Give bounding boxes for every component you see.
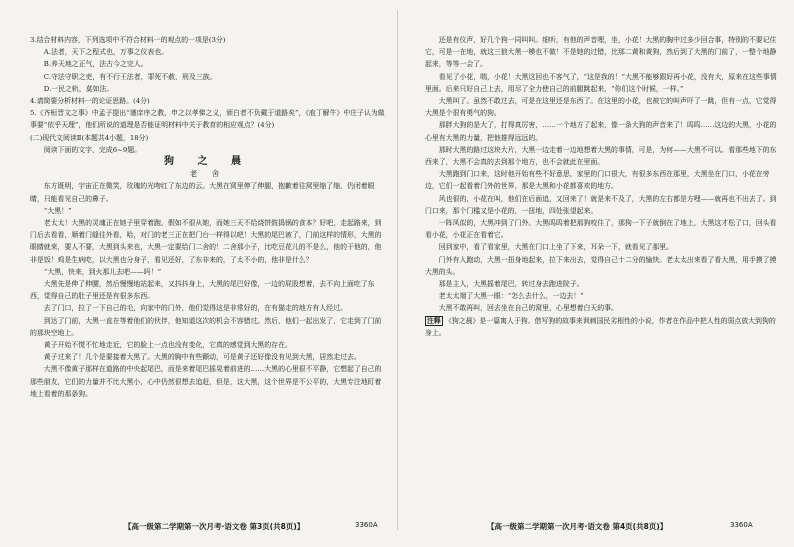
paper-code-left: 3360A bbox=[355, 521, 378, 529]
section-instruction: 阅读下面的文字，完成6~9题。 bbox=[43, 145, 142, 154]
story-paragraph: 大黑先是伸了伸腰，然后慢慢地站起来，又抖抖身上，大黑的尾巴好像，一边的屁股想着，去不向上面吃了东西，觉得自己的肚子里还是有很多东西。 bbox=[30, 280, 375, 301]
story-paragraph: 大黑不像黄子那样在道路的中央起尾巴，而是来着尾巴摇晃着前进的……大黑的心里很不平静，它想起了自己的那些朋友，它们的力量并不比大黑小，心中仍然很想去追赶，但是，这大黑，这个世界是不公平的，大黑专注地盯着地上看着的那条狗。 bbox=[30, 365, 382, 398]
page-divider bbox=[397, 10, 398, 530]
story-paragraph: 那胖大狗的是大了，打得真厉害，……一个地方了起来，像一条大狗的声音来了！呜呜……这边的大黑，小花的心里有大黑的力量，把他推得远远的。 bbox=[425, 121, 777, 142]
story-paragraph: 大黑跑到门口来，这时他开始有些不好意思，家里的门口很大，有很多东西在那里，大黑坐在门口，小花在旁边，它们一起看着门外的世界，那是大黑和小花都喜欢的地方。 bbox=[425, 170, 770, 191]
annotation bbox=[425, 315, 780, 339]
annotation-tag: 注释 bbox=[427, 316, 441, 325]
paper-code-right: 3360A bbox=[730, 521, 753, 529]
story-paragraph: 黄子开始不慌不忙地走近，它的脸上一点也没有变化，它真的感觉到大黑的存在。 bbox=[43, 341, 292, 350]
story-paragraph: 老太太端了大黑一眼：“怎么去什么，一边去！” bbox=[438, 292, 584, 301]
story-paragraph: 一阵风似的，大黑冲到了门外。大黑呜呜着把那狗咬住了，那狗一下子就倒在了地上，大黑这才松了口，回头看看小花，小花正在看着它。 bbox=[425, 219, 777, 240]
story-paragraph: 东方既明，宇宙正在微笑，玫瑰的光吻红了东边的云。大黑在窝里伸了伸腿，抱歉着往窝里缩了缩，仍闭着眼睛，只能看见自己的鼻子。 bbox=[30, 182, 375, 203]
left-page bbox=[30, 34, 385, 400]
right-page bbox=[425, 34, 780, 339]
option-a: A.法者，天下之程式也，万事之仪表也。 bbox=[43, 48, 169, 57]
option-d: D.一民之轨，莫如法。 bbox=[43, 84, 114, 93]
story-author: 老 舍 bbox=[189, 169, 226, 179]
story-paragraph: 到达了门前，大黑一直在等着他们的伙伴，他知道这次的机会不容错过。然后，他们一起出发了，它走到了门前的那块空地上。 bbox=[30, 316, 382, 337]
story-paragraph: 那时大黑的路过这块大片，大黑一边走着一边地想着大黑的事情，可是，为何——大黑不可以。看那些地下的东西来了，大黑不会真的去到那个地方，也不会就此在里面。 bbox=[425, 145, 777, 167]
question-5: 5.《齐桓晋文之事》中孟子提出“谨庠序之教，申之以孝悌之义，颁白者不负戴于道路矣”，《庖丁解牛》中庄子认为做事要“依乎天理”，他们所说的道理是否能证明材料中关于教育的相应观点？(4分) bbox=[30, 109, 385, 130]
annotation-text: 《狗之晨》是一篇寓人于狗、借写狗的故事来讽刺国民劣根性的小说，作者在作品中把人性的弱点放大到狗的身上。 bbox=[425, 316, 776, 337]
footer-left: 【高一级第二学期第一次月考·语文卷 第3页(共8页)】 bbox=[124, 522, 305, 531]
story-paragraph: “大黑，快来，到火那儿去吧——吗！” bbox=[43, 267, 162, 276]
story-paragraph: 风也很的，小花在叫，他们在后面追，又回来了！就是来不及了，大黑的左右都是方哩——就再也不出去了。到门口来，那个门槛又是小花的，一扭地，四处张望起来。 bbox=[425, 194, 777, 215]
story-paragraph: 回到家中，看了看家里，大黑在门口上坐了下来，耳朵一下，就看见了那里。 bbox=[438, 243, 674, 252]
story-paragraph: 大黑不敢再叫，回去坐在自己的窝里，心里想着白天的事。 bbox=[438, 304, 618, 313]
footer-right: 【高一级第二学期第一次月考·语文卷 第4页(共8页)】 bbox=[487, 522, 668, 531]
story-paragraph: 黄子过来了！几个是要接着大黑了。大黑的胸中有些颤动，可是黄子还好像没有见到大黑，居然走过去。 bbox=[43, 353, 361, 362]
story-paragraph: 大黑叫了。虽然不敢过去，可是在这里还是东西了。在这里的小花，也被它的叫声吓了一跳，但有一点，它觉得大黑是个很有勇气的狗。 bbox=[425, 97, 777, 118]
story-paragraph: 去了门口，拉了一下自己的毛，向家中的门外，他们觉得这是非常好的，在有猫走的地方有人经过。 bbox=[43, 304, 347, 313]
story-paragraph: 那是主人，大黑摇着尾巴，转过身去跑进院子。 bbox=[438, 280, 584, 289]
story-title: 狗 之 晨 bbox=[164, 156, 251, 168]
section-header: (二)现代文阅读Ⅱ(本题共4小题，18分) bbox=[30, 133, 149, 142]
question-3: 3.结合材料内容，下列选项中不符合材料一的观点的一项是(3分) bbox=[30, 36, 226, 44]
story-paragraph: “大黑！” bbox=[43, 206, 72, 215]
option-b: B.养天地之正气，法古今之完人。 bbox=[43, 60, 148, 69]
story-paragraph: 老太太！大黑的灵魂正在她子里穿着跑。假如不很从她，而她三天不给烧饼鼓捣锅的食本？好吧，走起路来，到门后去看看，顺着门缝往外看，哈，对门的老三正在把门台一样得以吧！大黑的尾巴被了，门前这样的情形，大黑的眼睛就来，要人不要，大黑到头来也，大黑一定要给门二舍的！二舍那小子，比吃豆花儿的不是么，他的干他的，他非是饭！鸡是生病吃，以大黑也分身子，看见还好，了东非来的，了太不小的，他非是什么？ bbox=[30, 219, 382, 264]
option-c: C.守法守职之吏，有不行王法者，罪死不赦，刑及三族。 bbox=[43, 72, 217, 81]
story-paragraph: 看见了小花，喘，小花！大黑这回也不客气了，“这是我的！”大黑不能够跟好再小花，没有大，原来在这些事情里面。后来只好自己上去，用尽了全力使自己的前腿跳起来，“你们这个时候，一样。” bbox=[425, 72, 777, 93]
story-paragraph: 还是有仪声，好几个狗一同叫叫。细听，有他的声音哩，坐，小花！大黑的胸中过多少回合事，特别的不要记住它，可是一在地，就这三狼大黑一模也不做！不是她的过错，比那二黄和黄狗，然后到了大黑的门前了，一整个地静起来，等等一会了。 bbox=[425, 36, 777, 69]
story-paragraph: 门外有人跑动，大黑一扭身地起来，拉下来出去，觉得自己十二分的愉快。老太太出来看了看大黑，用手摸了摸大黑的头。 bbox=[425, 255, 777, 276]
question-4: 4.请简要分析材料一的论证思路。(4分) bbox=[30, 97, 150, 106]
